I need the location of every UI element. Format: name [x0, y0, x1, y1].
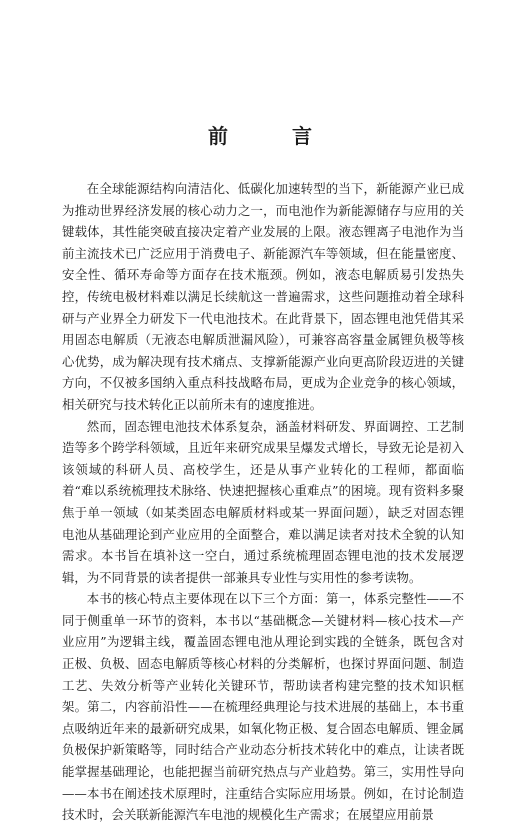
paragraph: 本书的核心特点主要体现在以下三个方面：第一，体系完整性——不同于侧重单一环节的资料，本书以“基础概念—关键材料—核心技术—产业应用”为逻辑主线，覆盖固态锂电池从理论到实践的全链条，既包含对正极、负极、固态电解质等核心材料的分类解析，也探讨界面问题、制造工艺、失效分析等产业转化关键环节，帮助读者构建完整的技术知识框架。第二，内容前沿性——在梳理经典理论与技术进展的基础上，本书重点吸纳近年来的最新研究成果，如氧化物正极、复合固态电解质、锂金属负极保护新策略等，同时结合产业动态分析技术转化中的难点，让读者既能掌握基础理论，也能把握当前研究热点与产业趋势。第三，实用性导向——本书在阐述技术原理时，注重结合实际应用场景。例如，在讨论制造技术时，会关联新能源汽车电池的规模化生产需求；在展望应用前景 — [62, 591, 464, 823]
document-body — [62, 178, 464, 826]
paragraph: 在全球能源结构向清洁化、低碳化加速转型的当下，新能源产业已成为推动世界经济发展的核心动力之一，而电池作为新能源储存与应用的关键载体，其性能突破直接决定着产业发展的上限。液态锂离子电池作为当前主流技术已广泛应用于消费电子、新能源汽车等领域，但在能量密度、安全性、循环寿命等方面存在技术瓶颈。例如，液态电解质易引发热失控，传统电极材料难以满足长续航这一普遍需求，这些问题推动着全球科研与产业界全力研发下一代电池技术。在此背景下，固态锂电池凭借其采用固态电解质（无液态电解质泄漏风险），可兼容高容量金属锂负极等核心优势，成为解决现有技术痛点、支撑新能源产业向更高阶段迈进的关键方向，不仅被多国纳入重点科技战略布局，更成为企业竞争的核心领域，相关研究与技术转化正以前所未有的速度推进。 — [62, 181, 464, 412]
paragraph: 然而，固态锂电池技术体系复杂，涵盖材料研发、界面调控、工艺制造等多个跨学科领域，且近年来研究成果呈爆发式增长，导致无论是初入该领域的科研人员、高校学生，还是从事产业转化的工程师，都面临着“难以系统梳理技术脉络、快速把握核心重难点”的困境。现有资料多聚焦于单一领域（如某类固态电解质材料或某一界面问题），缺乏对固态锂电池从基础理论到产业应用的全面整合，难以满足读者对技术全貌的认知需求。本书旨在填补这一空白，通过系统梳理固态锂电池的技术发展逻辑，为不同背景的读者提供一部兼具专业性与实用性的参考读物。 — [62, 418, 464, 585]
page-title: 前 言 — [208, 124, 334, 148]
